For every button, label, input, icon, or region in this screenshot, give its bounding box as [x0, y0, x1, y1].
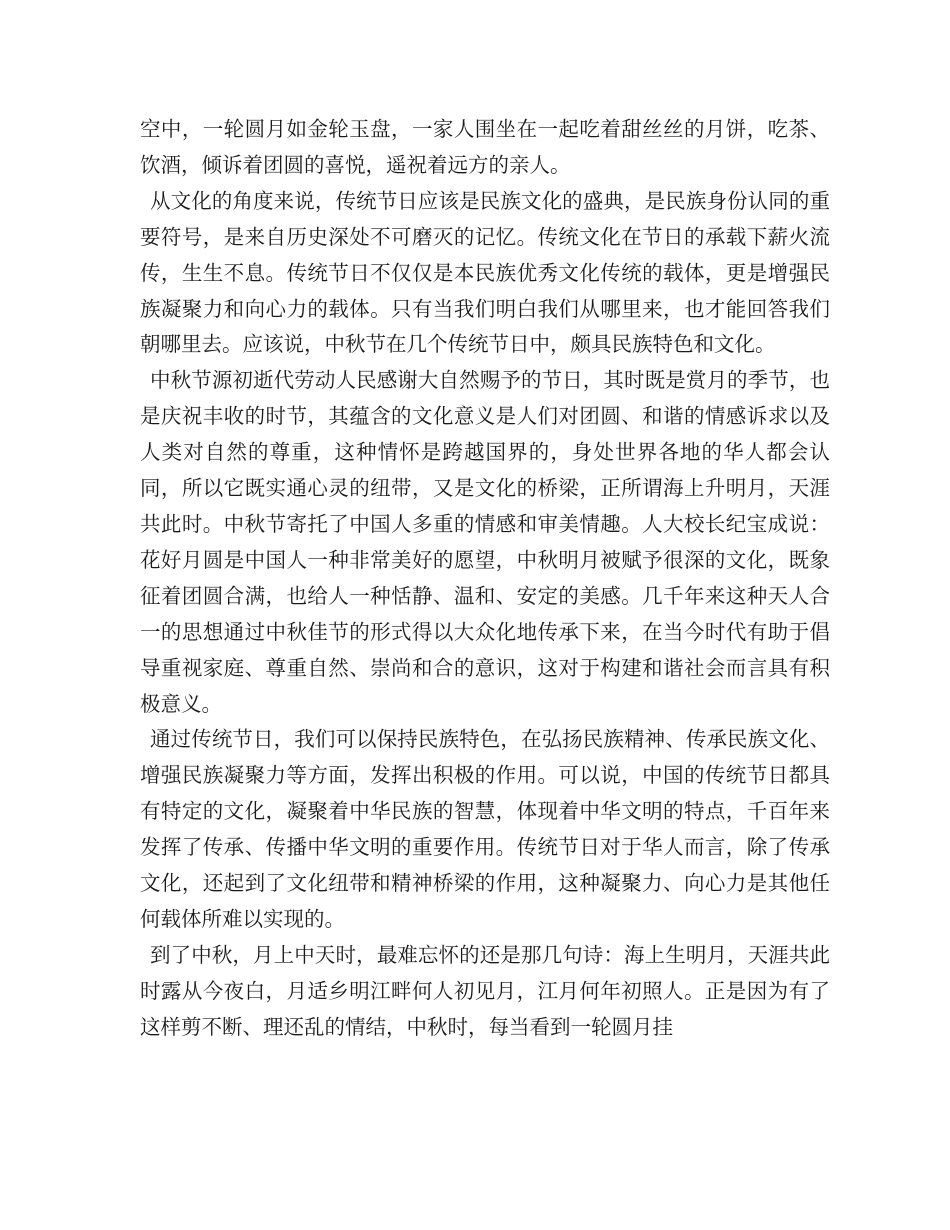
document-body: [140, 112, 830, 1046]
paragraph-5: 到了中秋，月上中天时，最难忘怀的还是那几句诗：海上生明月，天涯共此时露从今夜白，月适乡明江畔何人初见月，江月何年初照人。正是因为有了这样剪不断、理还乱的情结，中秋时，每当看到一轮圆月挂: [140, 942, 830, 1039]
paragraph-3: 中秋节源初逝代劳动人民感谢大自然赐予的节日，其时既是赏月的季节，也是庆祝丰收的时节，其蕴含的文化意义是人们对团圆、和谐的情感诉求以及人类对自然的尊重，这种情怀是跨越国界的，身处世界各地的华人都会认同，所以它既实通心灵的纽带，又是文化的桥梁，正所谓海上升明月，天涯共此时。中秋节寄托了中国人多重的情感和审美情趣。人大校长纪宝成说：花好月圆是中国人一种非常美好的愿望，中秋明月被赋予很深的文化，既象征着团圆合满，也给人一种恬静、温和、安定的美感。几千年来这种天人合一的思想通过中秋佳节的形式得以大众化地传承下来，在当今时代有助于倡导重视家庭、尊重自然、崇尚和合的意识，这对于构建和谐社会而言具有积极意义。: [140, 368, 830, 716]
paragraph-2: 从文化的角度来说，传统节日应该是民族文化的盛典，是民族身份认同的重要符号，是来自历史深处不可磨灭的记忆。传统文化在节日的承载下薪火流传，生生不息。传统节日不仅仅是本民族优秀文化传统的载体，更是增强民族凝聚力和向心力的载体。只有当我们明白我们从哪里来，也才能回答我们朝哪里去。应该说，中秋节在几个传统节日中，颇具民族特色和文化。: [140, 188, 830, 357]
paragraph-1: 空中，一轮圆月如金轮玉盘，一家人围坐在一起吃着甜丝丝的月饼，吃茶、饮酒，倾诉着团圆的喜悦，遥祝着远方的亲人。: [140, 117, 830, 177]
paragraph-4: 通过传统节日，我们可以保持民族特色，在弘扬民族精神、传承民族文化、增强民族凝聚力等方面，发挥出积极的作用。可以说，中国的传统节日都具有特定的文化，凝聚着中华民族的智慧，体现着中华文明的特点，千百年来发挥了传承、传播中华文明的重要作用。传统节日对于华人而言，除了传承文化，还起到了文化纽带和精神桥梁的作用，这种凝聚力、向心力是其他任何载体所难以实现的。: [140, 727, 830, 931]
